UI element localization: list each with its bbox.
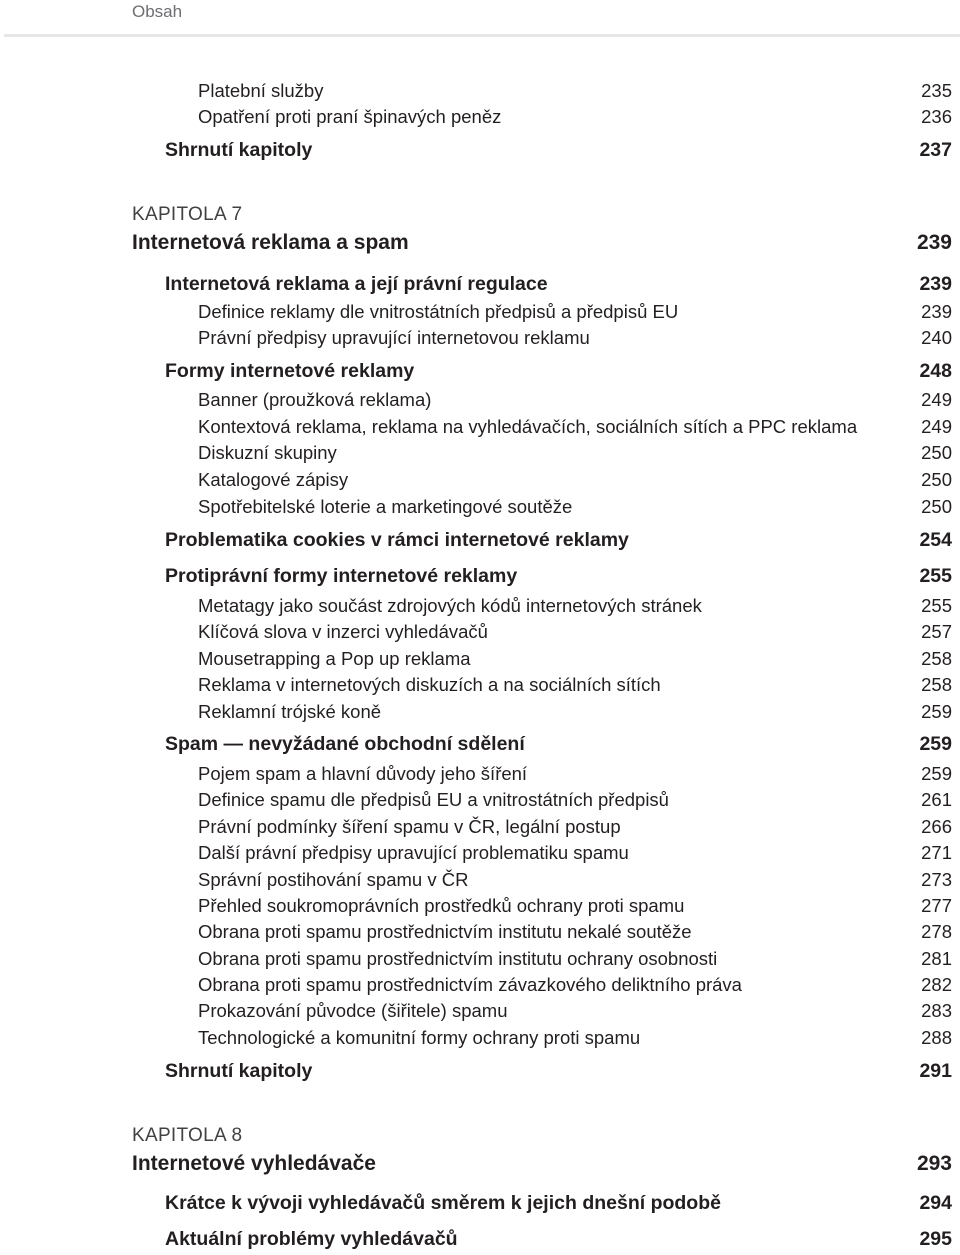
entry-page-number: 239 xyxy=(916,231,952,254)
subsection-entry xyxy=(0,325,960,351)
subsection-entry xyxy=(0,840,960,866)
entry-title: Obrana proti spamu prostřednictvím institutu nekalé soutěže xyxy=(198,921,692,942)
entry-title: Krátce k vývoji vyhledávačů směrem k jejich dnešní podobě xyxy=(165,1192,721,1214)
entry-page-number: 261 xyxy=(921,789,952,810)
subsection-entry xyxy=(0,699,960,725)
entry-title: Právní podmínky šíření spamu v ČR, legální postup xyxy=(198,816,621,837)
entry-page-number: 277 xyxy=(921,895,952,916)
entry-page-number: 295 xyxy=(919,1228,952,1250)
entry-title: Formy internetové reklamy xyxy=(165,360,415,382)
section-entry xyxy=(0,358,960,384)
subsection-entry xyxy=(0,494,960,520)
entry-page-number: 291 xyxy=(919,1060,952,1082)
entry-page-number: 250 xyxy=(921,442,952,463)
entry-page-number: 255 xyxy=(919,565,952,587)
entry-page-number: 258 xyxy=(921,674,952,695)
subsection-entry xyxy=(0,946,960,972)
entry-page-number: 257 xyxy=(921,621,952,642)
section-entry xyxy=(0,731,960,757)
entry-page-number: 239 xyxy=(921,301,952,322)
subsection-entry xyxy=(0,814,960,840)
entry-title: Reklamní trójské koně xyxy=(198,701,382,722)
entry-page-number: 255 xyxy=(921,595,952,616)
entry-page-number: 273 xyxy=(921,869,952,890)
entry-title: Přehled soukromoprávních prostředků ochrany proti spamu xyxy=(198,895,685,916)
entry-page-number: 283 xyxy=(921,1000,952,1021)
entry-title: Pojem spam a hlavní důvody jeho šíření xyxy=(198,763,528,784)
subsection-entry xyxy=(0,467,960,493)
entry-title: Katalogové zápisy xyxy=(198,469,349,490)
entry-title: Kontextová reklama, reklama na vyhledávačích, sociálních sítích a PPC reklama xyxy=(198,416,858,437)
entry-title: Internetová reklama a spam xyxy=(132,231,409,254)
entry-page-number: 249 xyxy=(921,389,952,410)
subsection-entry xyxy=(0,619,960,645)
subsection-entry xyxy=(0,672,960,698)
entry-title: Diskuzní skupiny xyxy=(198,442,337,463)
entry-title: Metatagy jako součást zdrojových kódů internetových stránek xyxy=(198,595,702,616)
section-entry xyxy=(0,563,960,589)
entry-page-number: 281 xyxy=(921,948,952,969)
entry-title: Banner (proužková reklama) xyxy=(198,389,432,410)
chapter-title-entry xyxy=(0,1151,960,1177)
entry-page-number: 250 xyxy=(921,469,952,490)
subsection-entry xyxy=(0,78,960,104)
entry-page-number: 266 xyxy=(921,816,952,837)
subsection-entry xyxy=(0,440,960,466)
entry-title: Právní předpisy upravující internetovou reklamu xyxy=(198,327,590,348)
entry-page-number: 254 xyxy=(919,529,952,551)
entry-title: Shrnutí kapitoly xyxy=(165,139,313,161)
entry-title: Internetové vyhledávače xyxy=(132,1152,376,1175)
entry-title: Platební služby xyxy=(198,80,324,101)
chapter-label xyxy=(0,1123,960,1149)
entry-page-number: 236 xyxy=(921,106,952,127)
entry-title: Opatření proti praní špinavých peněz xyxy=(198,106,502,127)
entry-page-number: 259 xyxy=(921,763,952,784)
entry-title: Prokazování původce (šiřitele) spamu xyxy=(198,1000,508,1021)
subsection-entry xyxy=(0,919,960,945)
entry-title: Definice reklamy dle vnitrostátních předpisů a předpisů EU xyxy=(198,301,679,322)
header-label: Obsah xyxy=(132,2,183,21)
subsection-entry xyxy=(0,104,960,130)
entry-page-number: 240 xyxy=(921,327,952,348)
section-entry xyxy=(0,1190,960,1216)
entry-page-number: 271 xyxy=(921,842,952,863)
entry-page-number: 235 xyxy=(921,80,952,101)
section-entry xyxy=(0,527,960,553)
subsection-entry xyxy=(0,593,960,619)
chapter-label xyxy=(0,202,960,228)
subsection-entry xyxy=(0,893,960,919)
entry-title: Technologické a komunitní formy ochrany proti spamu xyxy=(198,1027,641,1048)
subsection-entry xyxy=(0,787,960,813)
subsection-entry xyxy=(0,299,960,325)
entry-title: Spotřebitelské loterie a marketingové soutěže xyxy=(198,496,573,517)
entry-page-number: 282 xyxy=(921,974,952,995)
entry-page-number: 237 xyxy=(919,139,952,161)
section-entry xyxy=(0,271,960,297)
entry-title: Další právní předpisy upravující problematiku spamu xyxy=(198,842,629,863)
subsection-entry xyxy=(0,414,960,440)
entry-title: Aktuální problémy vyhledávačů xyxy=(165,1228,458,1250)
entry-page-number: 249 xyxy=(921,416,952,437)
entry-page-number: 259 xyxy=(921,701,952,722)
subsection-entry xyxy=(0,998,960,1024)
entry-title: Mousetrapping a Pop up reklama xyxy=(198,648,471,669)
subsection-entry xyxy=(0,761,960,787)
entry-title: Obrana proti spamu prostřednictvím institutu ochrany osobnosti xyxy=(198,948,718,969)
entry-title: Problematika cookies v rámci internetové reklamy xyxy=(165,529,629,551)
entry-page-number: 288 xyxy=(921,1027,952,1048)
entry-title: Internetová reklama a její právní regulace xyxy=(165,273,548,295)
entry-page-number: 248 xyxy=(919,360,952,382)
subsection-entry xyxy=(0,646,960,672)
entry-page-number: 293 xyxy=(916,1152,952,1175)
entry-title: KAPITOLA 7 xyxy=(132,204,243,225)
section-entry xyxy=(0,137,960,163)
subsection-entry xyxy=(0,1025,960,1051)
entry-title: Klíčová slova v inzerci vyhledávačů xyxy=(198,621,488,642)
entry-page-number: 294 xyxy=(919,1192,952,1214)
entry-page-number: 258 xyxy=(921,648,952,669)
section-entry xyxy=(0,1058,960,1084)
entry-title: Reklama v internetových diskuzích a na sociálních sítích xyxy=(198,674,661,695)
subsection-entry xyxy=(0,867,960,893)
entry-title: Definice spamu dle předpisů EU a vnitrostátních předpisů xyxy=(198,789,669,810)
entry-title: Spam — nevyžádané obchodní sdělení xyxy=(165,733,525,755)
subsection-entry xyxy=(0,972,960,998)
entry-title: Shrnutí kapitoly xyxy=(165,1060,313,1082)
entry-title: KAPITOLA 8 xyxy=(132,1125,243,1146)
entry-page-number: 239 xyxy=(919,273,952,295)
subsection-entry xyxy=(0,387,960,413)
entry-title: Správní postihování spamu v ČR xyxy=(198,869,469,890)
entry-title: Obrana proti spamu prostřednictvím závazkového deliktního práva xyxy=(198,974,742,995)
chapter-title-entry xyxy=(0,230,960,256)
section-entry xyxy=(0,1226,960,1252)
entry-page-number: 259 xyxy=(919,733,952,755)
entry-page-number: 278 xyxy=(921,921,952,942)
entry-page-number: 250 xyxy=(921,496,952,517)
entry-title: Protiprávní formy internetové reklamy xyxy=(165,565,518,587)
